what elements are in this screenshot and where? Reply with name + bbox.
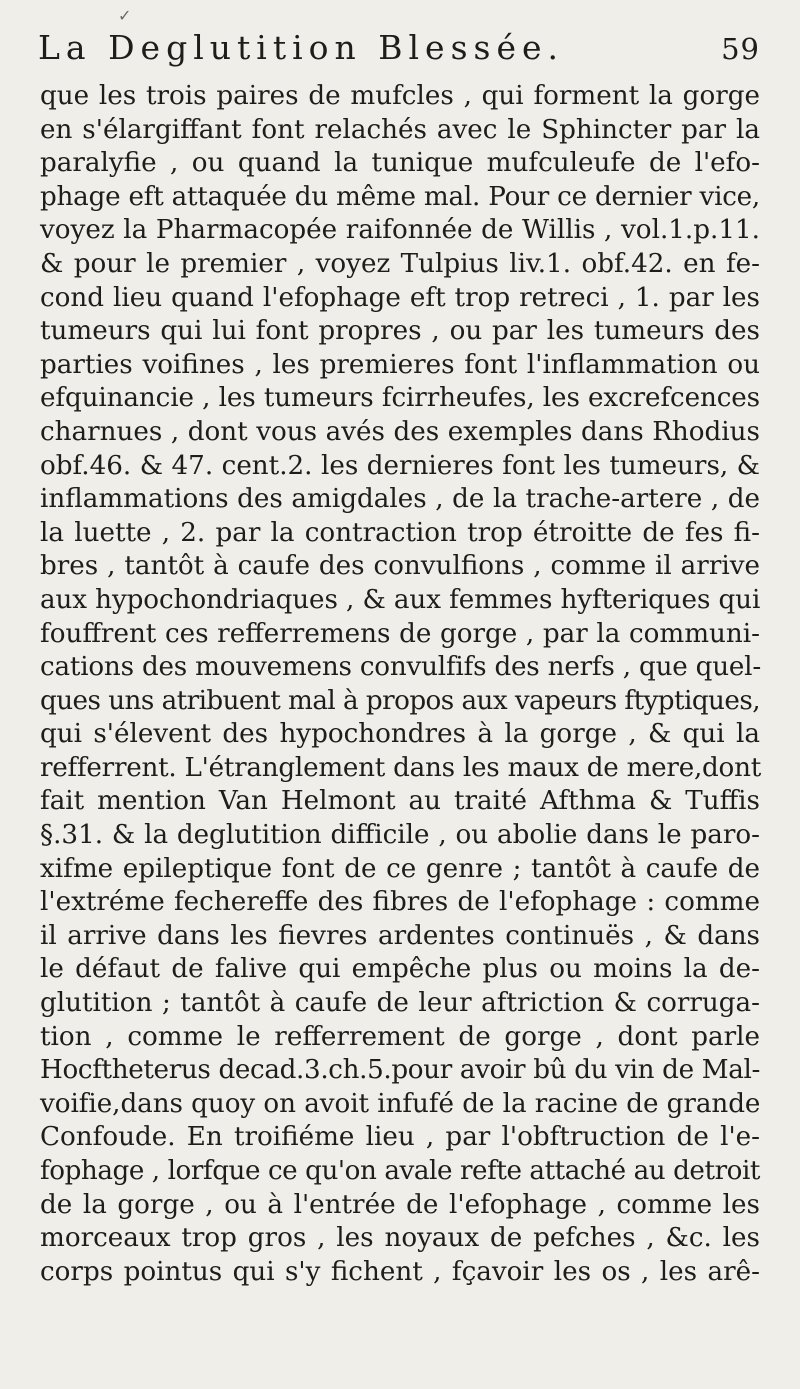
text-line: ques uns atribuent mal à propos aux vapeurs ftyptiques, [40,685,760,716]
text-line: l'extréme fechereffe des fibres de l'efophage : comme [40,887,760,918]
text-line: aux hypochondriaques , & aux femmes hyfteriques qui [40,584,761,615]
text-line: Hocftheterus decad.3.ch.5.pour avoir bû du vin de Mal- [40,1055,760,1086]
text-line: Confoude. En troifiéme lieu , par l'obftruction de l'e- [40,1122,760,1153]
text-line: voifie,dans quoy on avoit infufé de la racine de grande [40,1088,761,1119]
text-line: bres , tantôt à caufe des convulfions , comme il arrive [40,551,760,582]
text-line: glutition ; tantôt à caufe de leur aftriction & corruga- [40,988,760,1019]
text-line: xifme epileptique font de ce genre ; tantôt à caufe de [40,853,760,884]
text-line: morceaux trop gros , les noyaux de pefches , &c. les [40,1223,760,1254]
text-line: cations des mouvemens convulfifs des nerfs , que quel- [40,652,761,683]
text-line: en s'élargiffant font relachés avec le Sphincter par la [40,114,760,145]
margin-mark: ✓ [118,6,132,25]
text-line: charnues , dont vous avés des exemples dans Rhodius [40,416,760,447]
text-line: cond lieu quand l'efophage eft trop retreci , 1. par les [40,282,760,313]
text-line: & pour le premier , voyez Tulpius liv.1. obf.42. en fe- [40,248,760,279]
running-header [38,28,760,80]
text-line: inflammations des amigdales , de la trache-artere , de [40,484,760,515]
text-line: §.31. & la deglutition difficile , ou abolie dans le paro- [40,820,760,851]
text-line: fophage , lorfque ce qu'on avale refte attaché au detroit [40,1156,760,1186]
text-line: parties voifines , les premieres font l'inflammation ou [40,349,760,380]
text-line: qui s'élevent des hypochondres à la gorge , & qui la [40,719,760,750]
text-line: de la gorge , ou à l'entrée de l'efophage , comme les [40,1189,760,1220]
text-line: fait mention Van Helmont au traité Afthma & Tuffis [40,786,760,817]
text-line: la luette , 2. par la contraction trop étroitte de fes fi- [40,517,760,548]
text-line: refferrent. L'étranglement dans les maux de mere,dont [40,752,761,783]
text-line: fouffrent ces refferremens de gorge , par la communi- [40,618,760,649]
page-number: 59 [721,32,760,66]
text-line: obf.46. & 47. cent.2. les dernieres font les tumeurs, & [40,450,760,481]
text-line: le défaut de falive qui empêche plus ou moins la de- [40,954,760,985]
text-line: phage eft attaquée du même mal. Pour ce dernier vice, [40,181,761,212]
body-text [40,80,760,1289]
text-line: il arrive dans les fievres ardentes continuës , & dans [40,920,760,951]
text-line: efquinancie , les tumeurs fcirrheufes, les excrefcences [40,383,760,414]
text-line: corps pointus qui s'y fichent , fçavoir les os , les arê- [40,1256,760,1287]
text-line: paralyfie , ou quand la tunique mufculeufe de l'efo- [40,148,760,179]
running-title: La Deglutition Blessée. [38,28,564,67]
text-line: tumeurs qui lui font propres , ou par les tumeurs des [40,316,760,347]
text-line: tion , comme le refferrement de gorge , dont parle [40,1021,760,1052]
text-line: voyez la Pharmacopée raifonnée de Willis , vol.1.p.11. [40,215,760,246]
text-line: que les trois paires de mufcles , qui forment la gorge [40,81,760,111]
